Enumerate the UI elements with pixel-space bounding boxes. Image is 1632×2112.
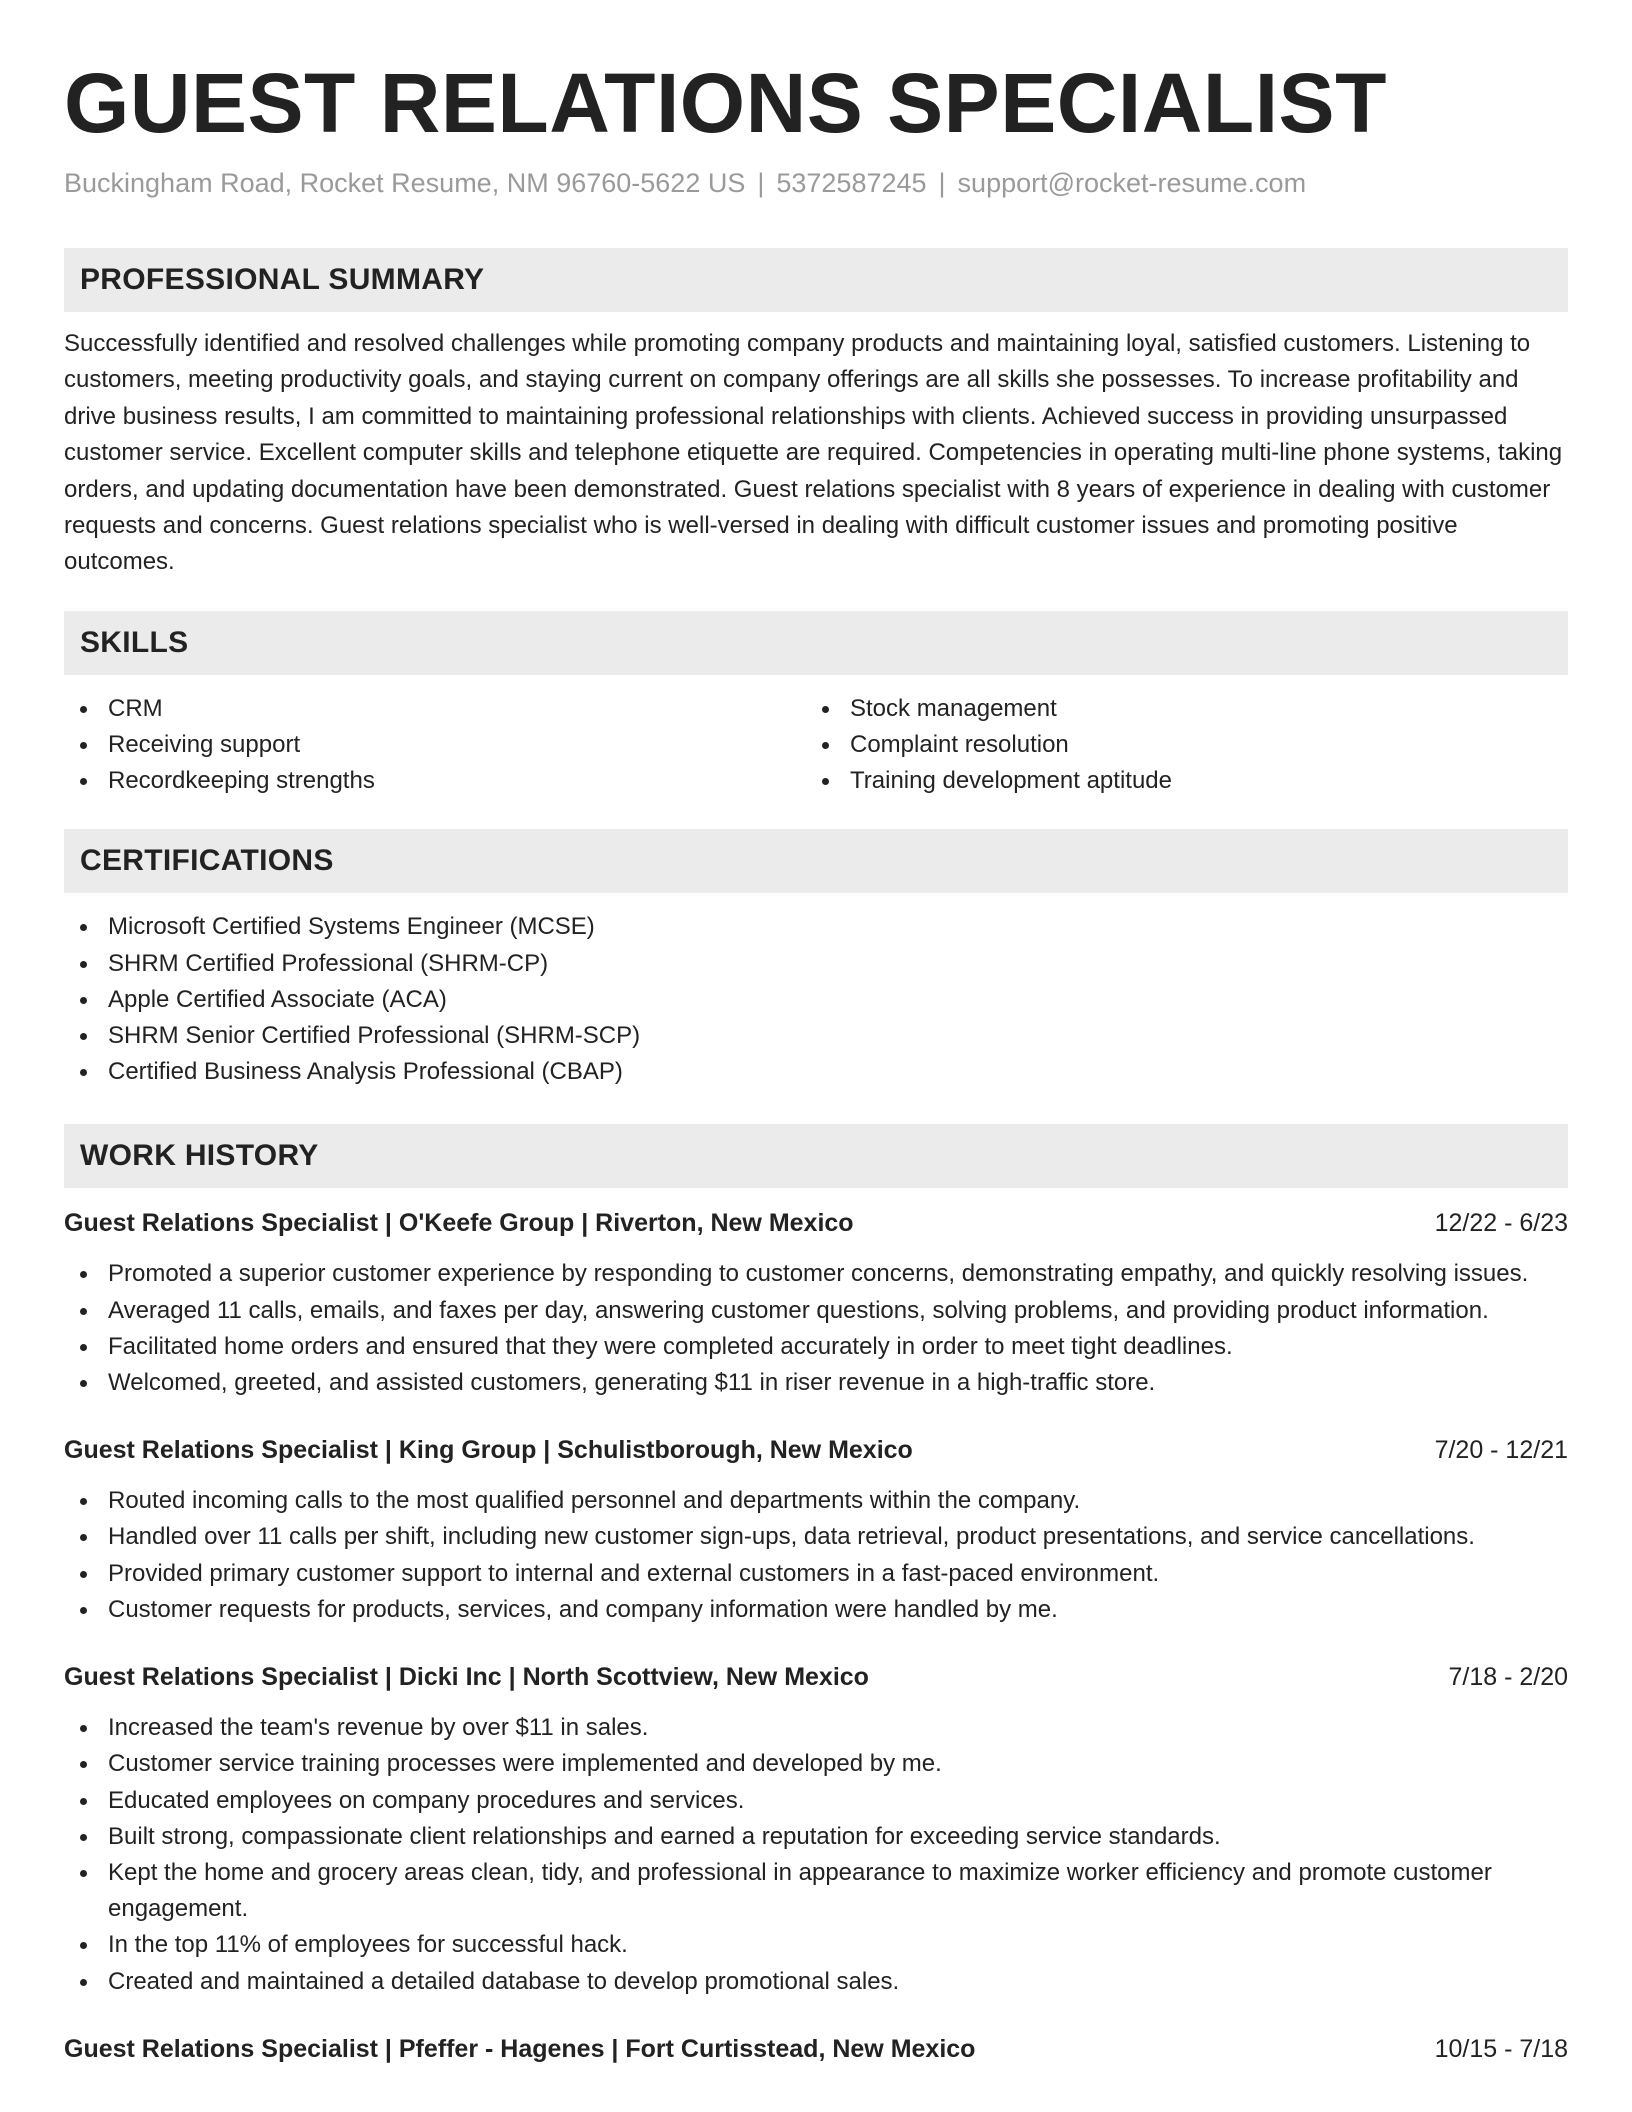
job-dates: 10/15 - 7/18 bbox=[1434, 2034, 1568, 2063]
job-header bbox=[64, 1433, 1568, 1467]
job-header bbox=[64, 1660, 1568, 1694]
skill-item: Recordkeeping strengths bbox=[64, 763, 806, 799]
job-bullets bbox=[64, 1483, 1568, 1628]
job-bullet: Provided primary customer support to internal and external customers in a fast-paced environment. bbox=[64, 1556, 1568, 1592]
job-title: Guest Relations Specialist | Pfeffer - Hagenes | Fort Curtisstead, New Mexico bbox=[64, 2034, 976, 2063]
job-bullet: Built strong, compassionate client relationships and earned a reputation for exceeding service standards. bbox=[64, 1819, 1568, 1855]
contact-line bbox=[64, 166, 1568, 200]
job-dates: 7/20 - 12/21 bbox=[1434, 1436, 1568, 1465]
job-bullets bbox=[64, 1710, 1568, 2000]
section-heading-skills: SKILLS bbox=[64, 611, 1568, 675]
job-bullet: Welcomed, greeted, and assisted customers, generating $11 in riser revenue in a high-traffic store. bbox=[64, 1365, 1568, 1401]
job-bullet: Customer service training processes were implemented and developed by me. bbox=[64, 1746, 1568, 1782]
job-header bbox=[64, 2032, 1568, 2066]
job-header bbox=[64, 1206, 1568, 1240]
skill-item: Training development aptitude bbox=[806, 763, 1548, 799]
job-bullet: Averaged 11 calls, emails, and faxes per day, answering customer questions, solving problems, and providing product information. bbox=[64, 1293, 1568, 1329]
job-title: Guest Relations Specialist | Dicki Inc | North Scottview, New Mexico bbox=[64, 1663, 869, 1692]
job-bullet: Routed incoming calls to the most qualified personnel and departments within the company. bbox=[64, 1483, 1568, 1519]
job-bullet: Increased the team's revenue by over $11 in sales. bbox=[64, 1710, 1568, 1746]
certification-item: SHRM Certified Professional (SHRM-CP) bbox=[64, 946, 1568, 982]
job-bullet: Promoted a superior customer experience by responding to customer concerns, demonstrating empathy, and quickly resolving issues. bbox=[64, 1256, 1568, 1292]
contact-separator: | bbox=[938, 168, 946, 198]
job-bullet: Customer requests for products, services, and company information were handled by me. bbox=[64, 1592, 1568, 1628]
certification-item: Apple Certified Associate (ACA) bbox=[64, 982, 1568, 1018]
certification-item: Certified Business Analysis Professional (CBAP) bbox=[64, 1054, 1568, 1090]
contact-address: Buckingham Road, Rocket Resume, NM 96760-5622 US bbox=[64, 168, 746, 198]
job-dates: 7/18 - 2/20 bbox=[1448, 1663, 1568, 1692]
job-bullet: Facilitated home orders and ensured that they were completed accurately in order to meet tight deadlines. bbox=[64, 1329, 1568, 1365]
skills-grid bbox=[64, 691, 1568, 800]
job-bullet: In the top 11% of employees for successful hack. bbox=[64, 1927, 1568, 1963]
certification-item: SHRM Senior Certified Professional (SHRM-SCP) bbox=[64, 1018, 1568, 1054]
section-heading-summary: PROFESSIONAL SUMMARY bbox=[64, 248, 1568, 312]
skill-item: Stock management bbox=[806, 691, 1548, 727]
summary-text: Successfully identified and resolved challenges while promoting company products and maintaining loyal, satisfied customers. Listening to customers, meeting productivity goals, and staying current on company offerings are all skills she possesses. To increase profitability and drive business results, I am committed to maintaining professional relationships with clients. Achieved success in providing unsurpassed customer service. Excellent computer skills and telephone etiquette are required. Competencies in operating multi-line phone systems, taking orders, and updating documentation have been demonstrated. Guest relations specialist with 8 years of experience in dealing with customer requests and concerns. Guest relations specialist who is well-versed in dealing with difficult customer issues and promoting positive outcomes. bbox=[64, 330, 1563, 576]
job-bullet: Kept the home and grocery areas clean, tidy, and professional in appearance to maximize worker efficiency and promote customer engagement. bbox=[64, 1855, 1568, 1927]
contact-phone: 5372587245 bbox=[776, 168, 927, 198]
job-title: Guest Relations Specialist | O'Keefe Group | Riverton, New Mexico bbox=[64, 1209, 854, 1238]
skills-column-right bbox=[806, 691, 1548, 800]
job-bullet: Created and maintained a detailed database to develop promotional sales. bbox=[64, 1964, 1568, 2000]
job-bullet: Handled over 11 calls per shift, including new customer sign-ups, data retrieval, product presentations, and service cancellations. bbox=[64, 1519, 1568, 1555]
resume-name: GUEST RELATIONS SPECIALIST bbox=[64, 56, 1387, 150]
job-bullet: Educated employees on company procedures and services. bbox=[64, 1783, 1568, 1819]
section-heading-certifications: CERTIFICATIONS bbox=[64, 829, 1568, 893]
certifications-list bbox=[64, 909, 1568, 1090]
contact-separator: | bbox=[757, 168, 765, 198]
skill-item: Complaint resolution bbox=[806, 727, 1548, 763]
job-dates: 12/22 - 6/23 bbox=[1434, 1209, 1568, 1238]
skill-item: CRM bbox=[64, 691, 806, 727]
contact-email[interactable]: support@rocket-resume.com bbox=[957, 168, 1307, 198]
skill-item: Receiving support bbox=[64, 727, 806, 763]
resume-page bbox=[64, 0, 1568, 2066]
section-heading-work-history: WORK HISTORY bbox=[64, 1124, 1568, 1188]
certification-item: Microsoft Certified Systems Engineer (MCSE) bbox=[64, 909, 1568, 945]
skills-column-left bbox=[64, 691, 806, 800]
job-bullets bbox=[64, 1256, 1568, 1401]
job-title: Guest Relations Specialist | King Group | Schulistborough, New Mexico bbox=[64, 1436, 913, 1465]
